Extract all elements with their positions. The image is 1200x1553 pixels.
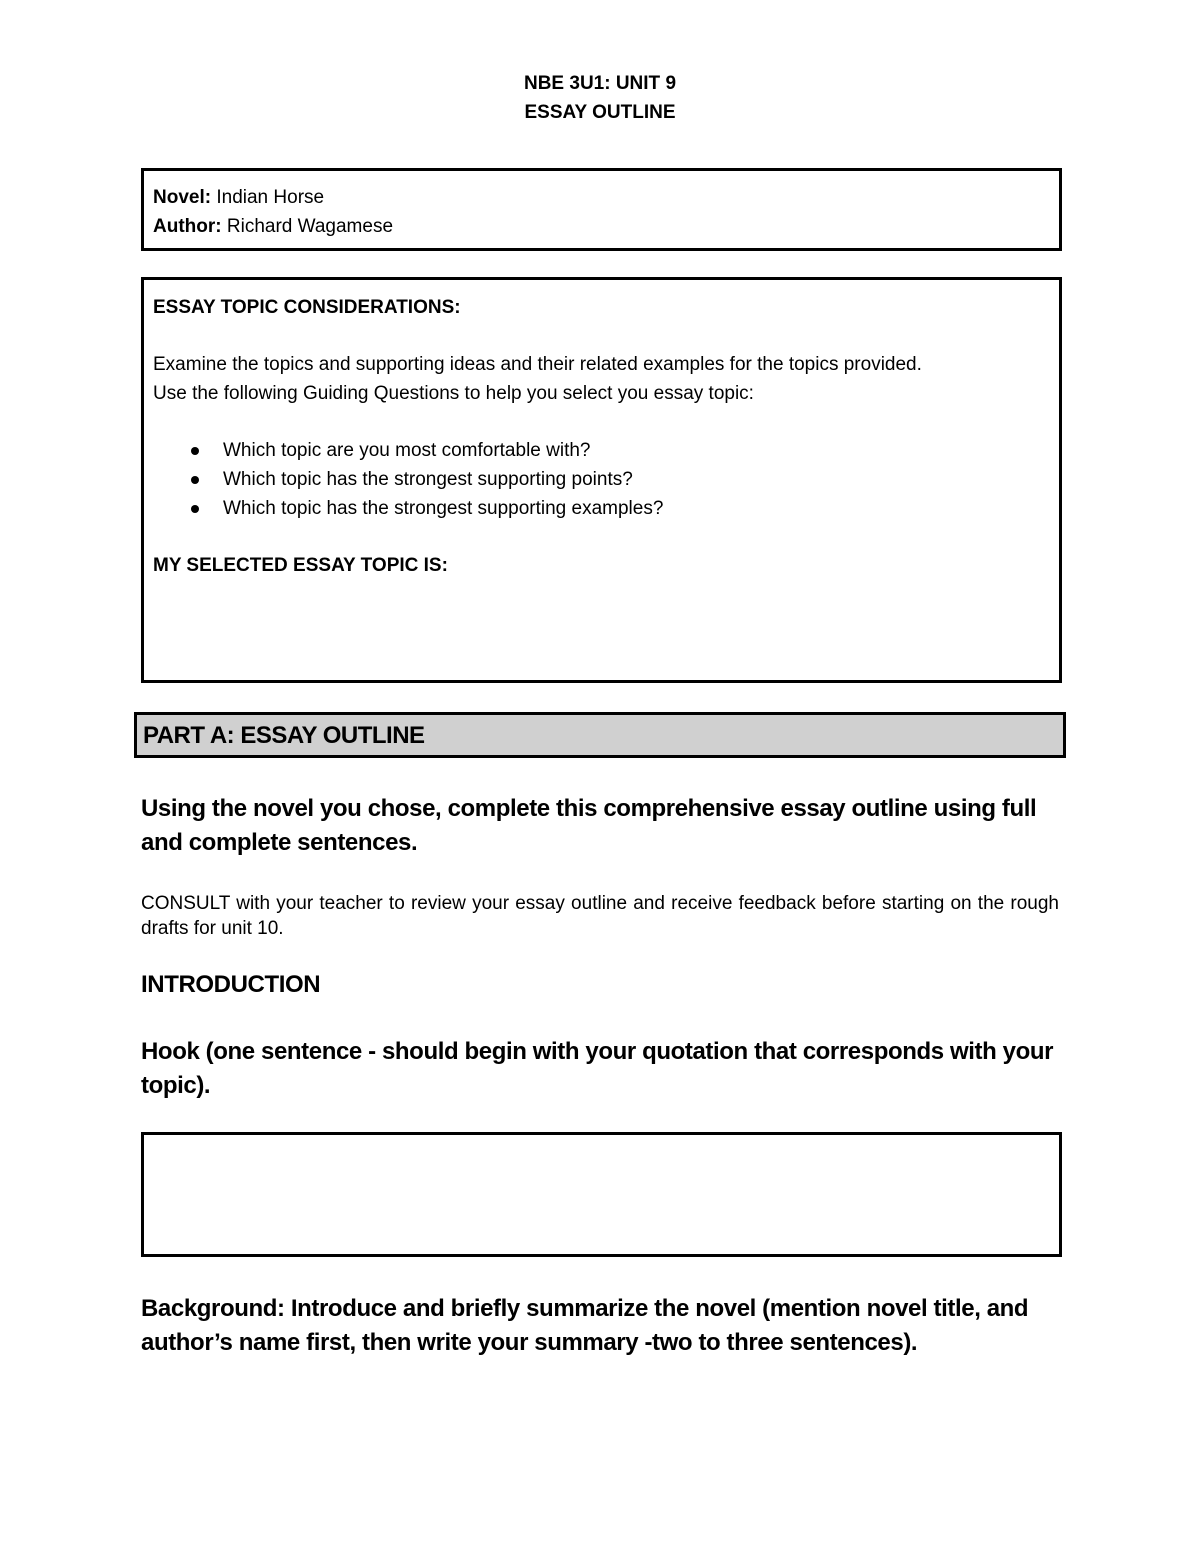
hook-heading: Hook (one sentence - should begin with your quotation that corresponds with your topic). — [141, 1038, 1054, 1099]
topic-instruction-line-2: Use the following Guiding Questions to help you select you essay topic: — [153, 383, 754, 404]
topic-considerations-heading: ESSAY TOPIC CONSIDERATIONS: — [153, 297, 461, 318]
guiding-question: Which topic are you most comfortable with? — [223, 440, 591, 461]
introduction-heading: INTRODUCTION — [141, 971, 321, 998]
guiding-questions-list — [153, 436, 1059, 523]
consult-paragraph: CONSULT with your teacher to review your essay outline and receive feedback before starting on the rough drafts for unit 10. — [141, 893, 1059, 939]
bullet-icon — [191, 476, 199, 484]
background-heading: Background: Introduce and briefly summarize the novel (mention novel title, and author’s name first, then write your summary -two to three sentences). — [141, 1295, 1029, 1356]
hook-answer-box[interactable] — [141, 1132, 1062, 1257]
course-title: NBE 3U1: UNIT 9 — [523, 73, 677, 94]
selected-topic-label: MY SELECTED ESSAY TOPIC IS: — [153, 555, 448, 576]
novel-label: Novel: — [153, 187, 212, 208]
guiding-question: Which topic has the strongest supporting points? — [223, 469, 633, 490]
novel-info-box — [141, 168, 1062, 251]
list-item — [153, 436, 1059, 465]
bullet-icon — [191, 505, 199, 513]
topic-considerations-box — [141, 277, 1062, 683]
page-title: ESSAY OUTLINE — [524, 102, 676, 123]
novel-value: Indian Horse — [211, 187, 325, 208]
novel-line — [153, 183, 1059, 212]
topic-instruction-line-1: Examine the topics and supporting ideas and their related examples for the topics provided. — [153, 354, 922, 375]
part-a-header: PART A: ESSAY OUTLINE — [134, 712, 1066, 758]
bullet-icon — [191, 447, 199, 455]
author-value: Richard Wagamese — [221, 216, 394, 237]
guiding-question: Which topic has the strongest supporting examples? — [223, 498, 664, 519]
author-line — [153, 212, 1059, 241]
author-label: Author: — [153, 216, 222, 237]
list-item — [153, 465, 1059, 494]
outline-instruction-heading: Using the novel you chose, complete this comprehensive essay outline using full and complete sentences. — [141, 795, 1037, 856]
list-item — [153, 494, 1059, 523]
